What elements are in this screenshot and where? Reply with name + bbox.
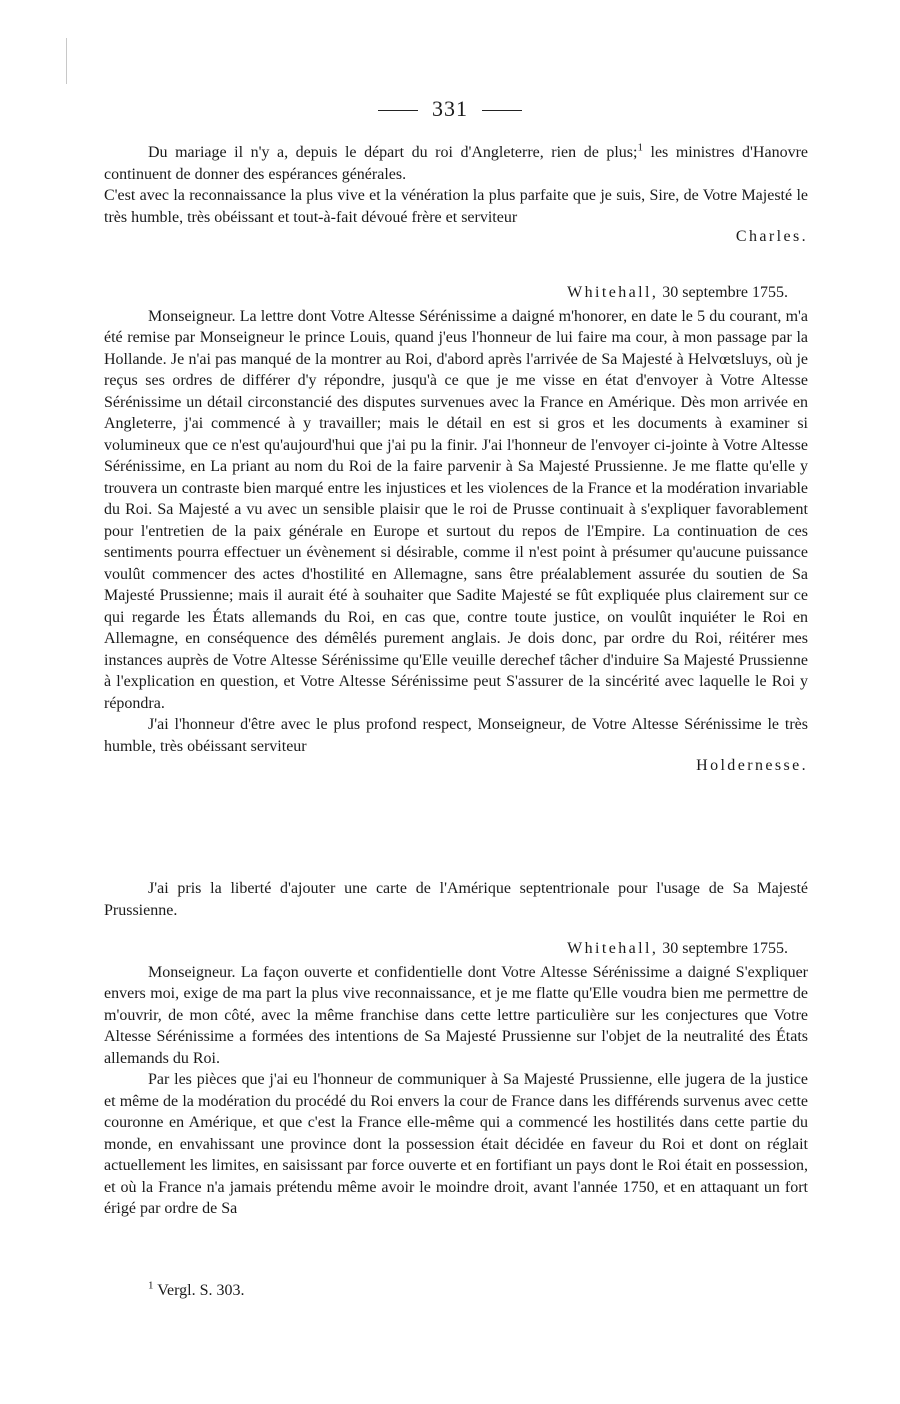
- footnote-text: Vergl. S. 303.: [153, 1282, 245, 1299]
- paragraph: Par les pièces que j'ai eu l'honneur de communiquer à Sa Majesté Prussienne, elle jugera de la justice et même de la modération du procédé du Roi envers la cour de France dans les différends survenus avec cette couronne en Amérique, et que c'est la France elle-même qui a commencé les hostilités dans cette partie du monde, en envahissant une province dont la possession était décidée en faveur du Roi et dont on réglait actuellement les limites, en saisissant par force ouverte et en fortifiant un pays dont le Roi était en possession, et où la France n'a jamais prétendu même avoir le moindre droit, avant l'année 1750, et en attaquant un fort érigé par ordre de Sa: [104, 1071, 808, 1217]
- letter-charles: [104, 142, 808, 248]
- dateline: Whitehall, 30 septembre 1755.: [567, 284, 788, 301]
- paragraph: J'ai pris la liberté d'ajouter une carte de l'Amérique septentrionale pour l'usage de Sa Majesté Prussienne.: [104, 880, 808, 919]
- header-rule-right: [482, 110, 522, 111]
- page-header: [0, 96, 900, 126]
- dateline: Whitehall, 30 septembre 1755.: [567, 940, 788, 957]
- closing-paragraph: J'ai l'honneur d'être avec le plus profond respect, Monseigneur, de Votre Altesse Sérénissime le très humble, très obéissant serviteur: [104, 716, 808, 755]
- postscript: [104, 878, 808, 921]
- footnote: [148, 1279, 245, 1300]
- page-number: 331: [432, 96, 468, 121]
- margin-line: [66, 38, 67, 84]
- paragraph: Monseigneur. La lettre dont Votre Altesse Sérénissime a daigné m'honorer, en date le 5 du courant, m'a été remise par Monseigneur le prince Louis, quand j'eus l'honneur de lui faire ma cour, à mon passage par la Hollande. Je n'ai pas manqué de la montrer au Roi, d'abord après l'arrivée de Sa Majesté à Helvœtsluys, où je reçus ses ordres de différer d'y répondre, jusqu'à ce que je me visse en état d'envoyer à Votre Altesse Sérénissime un détail circonstancié des disputes survenues avec la France en Amérique. Dès mon arrivée en Angleterre, j'ai commencé à y travailler; mais le détail en est si gros et les documents à examiner si volumineux que ce n'est qu'aujourd'hui que j'ai pu la finir. J'ai l'honneur de l'envoyer ci-jointe à Votre Altesse Sérénissime, en La priant au nom du Roi de la faire parvenir à Sa Majesté Prussienne. Je me flatte qu'elle y trouvera un contraste bien marqué entre les injustices et les violences de la France et la modération invariable du Roi. Sa Majesté a vu avec un sensible plaisir que le roi de Prusse continuait à s'expliquer favorablement pour l'entretien de la paix générale en Europe et surtout du repos de l'Empire. La continuation de ces sentiments pourra effectuer un évènement si désirable, comme il n'est point à présumer qu'aucune puissance voulût commencer des actes d'hostilité en Allemagne, sans être préalablement assurée du soutien de Sa Majesté Prussienne; mais il aurait été à souhaiter que Sadite Majesté se fût expliquée plus clairement sur ce qui regarde les États allemands du Roi, en cas que, contre toute justice, on voulût inquiéter le Roi en Allemagne, en conséquence des démêlés purement anglais. Je dois donc, par ordre du Roi, réitérer mes instances auprès de Votre Altesse Sérénissime qu'Elle veuille derechef tâcher d'induire Sa Majesté Prussienne à l'explication en question, et Votre Altesse Sérénissime peut S'assurer de la sincérité avec laquelle le Roi y répondra.: [104, 307, 808, 712]
- signature: Charles.: [735, 228, 808, 245]
- header-rule-left: [378, 110, 418, 111]
- footnote-ref: 1: [637, 141, 643, 154]
- closing-paragraph: C'est avec la reconnaissance la plus vive et la vénération la plus parfaite que je suis, Sire, de Votre Majesté le très humble, très obéissant et tout-à-fait dévoué frère et serviteur: [104, 187, 808, 226]
- paragraph: Monseigneur. La façon ouverte et confidentielle dont Votre Altesse Sérénissime a daigné S'expliquer envers moi, exige de ma part la plus vive reconnaissance, et je me flatte qu'Elle voudra bien me permettre de m'ouvrir, de mon côté, avec la même franchise dans cette lettre particulière sur les conjectures que Votre Altesse Sérénissime a formées des intentions de Sa Majesté Prussienne sur l'objet de la neutralité des États allemands du Roi.: [104, 963, 808, 1067]
- paragraph: Du mariage il n'y a, depuis le départ du roi d'Angleterre, rien de plus;$^1$ les ministres d'Hanovre continuent de donner des espérances générales.: [104, 141, 809, 183]
- footnote-mark: 1: [148, 1279, 154, 1292]
- letter-holdernesse-1: [104, 282, 808, 777]
- signature: Holdernesse.: [696, 757, 808, 774]
- letter-holdernesse-2: [104, 938, 808, 1220]
